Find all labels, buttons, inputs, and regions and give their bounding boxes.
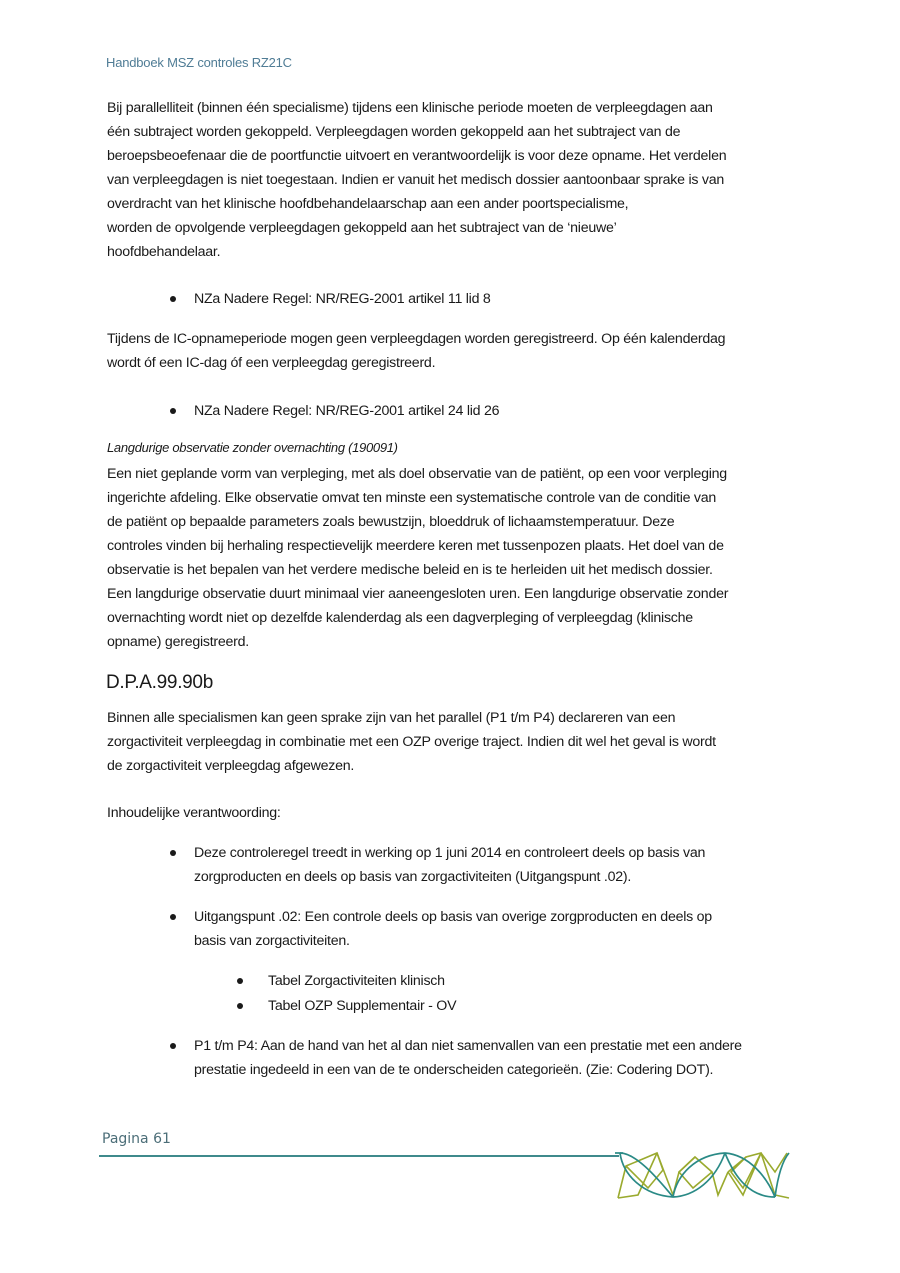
reference-text: NZa Nadere Regel: NR/REG-2001 artikel 24 lid 26 <box>194 403 500 419</box>
text-line: Een langdurige observatie duurt minimaal vier aaneengesloten uren. Een langdurige observatie zonder <box>107 586 729 602</box>
justification-label: Inhoudelijke verantwoording: <box>107 805 281 821</box>
rule-heading: D.P.A.99.90b <box>106 672 213 693</box>
text-line: P1 t/m P4: Aan de hand van het al dan niet samenvallen van een prestatie met een andere <box>194 1038 742 1054</box>
text-line: beroepsbeoefenaar die de poortfunctie uitvoert en verantwoordelijk is voor deze opname. Het verdelen <box>107 148 727 164</box>
justification-bullet-1 <box>170 841 800 889</box>
justification-bullet-2 <box>170 905 800 953</box>
text-line: één subtraject worden gekoppeld. Verpleegdagen worden gekoppeld aan het subtraject van de <box>107 124 681 140</box>
reference-bullet-1 <box>170 287 790 311</box>
text-line: Tijdens de IC-opnameperiode mogen geen verpleegdagen worden geregistreerd. Op één kalenderdag <box>107 331 726 347</box>
text-line: Deze controleregel treedt in werking op 1 juni 2014 en controleert deels op basis van <box>194 845 706 861</box>
text-line: de patiënt op bepaalde parameters zoals bewustzijn, bloeddruk of lichaamstemperatuur. Deze <box>107 514 675 530</box>
sub-bullet-text: Tabel Zorgactiviteiten klinisch <box>268 973 445 989</box>
observation-paragraph <box>107 462 797 654</box>
intro-paragraph <box>107 96 797 264</box>
text-line: zorgproducten en deels op basis van zorgactiviteiten (Uitgangspunt .02). <box>194 869 632 885</box>
ic-paragraph <box>107 327 797 375</box>
reference-text: NZa Nadere Regel: NR/REG-2001 artikel 11 lid 8 <box>194 291 491 307</box>
reference-bullet-2 <box>170 399 790 423</box>
text-line: Uitgangspunt .02: Een controle deels op basis van overige zorgproducten en deels op <box>194 909 712 925</box>
section-subheading: Langdurige observatie zonder overnachting (190091) <box>107 440 398 455</box>
rule-description <box>107 706 797 778</box>
decorative-knot-pattern-icon <box>615 1150 790 1200</box>
text-line: zorgactiviteit verpleegdag in combinatie met een OZP overige traject. Indien dit wel het geval is wordt <box>107 734 716 750</box>
text-line: hoofdbehandelaar. <box>107 244 221 260</box>
text-line: Een niet geplande vorm van verpleging, met als doel observatie van de patiënt, op een voor verpleging <box>107 466 727 482</box>
text-line: overdracht van het klinische hoofdbehandelaarschap aan een ander poortspecialisme, <box>107 196 629 212</box>
footer-divider <box>99 1155 619 1157</box>
page-number: Pagina 61 <box>102 1131 171 1147</box>
text-line: controles vinden bij herhaling respectievelijk meerdere keren met tussenpozen plaats. Het doel van de <box>107 538 724 554</box>
text-line: overnachting wordt niet op dezelfde kalenderdag als een dagverpleging of verpleegdag (klinische <box>107 610 693 626</box>
text-line: basis van zorgactiviteiten. <box>194 933 350 949</box>
text-line: de zorgactiviteit verpleegdag afgewezen. <box>107 758 355 774</box>
running-header: Handboek MSZ controles RZ21C <box>106 55 292 70</box>
text-line: opname) geregistreerd. <box>107 634 249 650</box>
text-line: van verpleegdagen is niet toegestaan. Indien er vanuit het medisch dossier aantoonbaar sprake is van <box>107 172 725 188</box>
sub-bullet-2 <box>237 994 737 1018</box>
text-line: observatie is het bepalen van het verdere medische beleid en is te herleiden uit het medisch dossier. <box>107 562 713 578</box>
text-line: Binnen alle specialismen kan geen sprake zijn van het parallel (P1 t/m P4) declareren van een <box>107 710 676 726</box>
text-line: Bij parallelliteit (binnen één specialisme) tijdens een klinische periode moeten de verpleegdagen aan <box>107 100 713 116</box>
text-line: wordt óf een IC-dag óf een verpleegdag geregistreerd. <box>107 355 436 371</box>
text-line: prestatie ingedeeld in een van de te onderscheiden categorieën. (Zie: Codering DOT). <box>194 1062 714 1078</box>
text-line: ingerichte afdeling. Elke observatie omvat ten minste een systematische controle van de conditie van <box>107 490 717 506</box>
justification-bullet-3 <box>170 1034 800 1082</box>
text-line: worden de opvolgende verpleegdagen gekoppeld aan het subtraject van de ‘nieuwe’ <box>107 220 617 236</box>
sub-bullet-1 <box>237 969 737 993</box>
sub-bullet-text: Tabel OZP Supplementair - OV <box>268 998 457 1014</box>
